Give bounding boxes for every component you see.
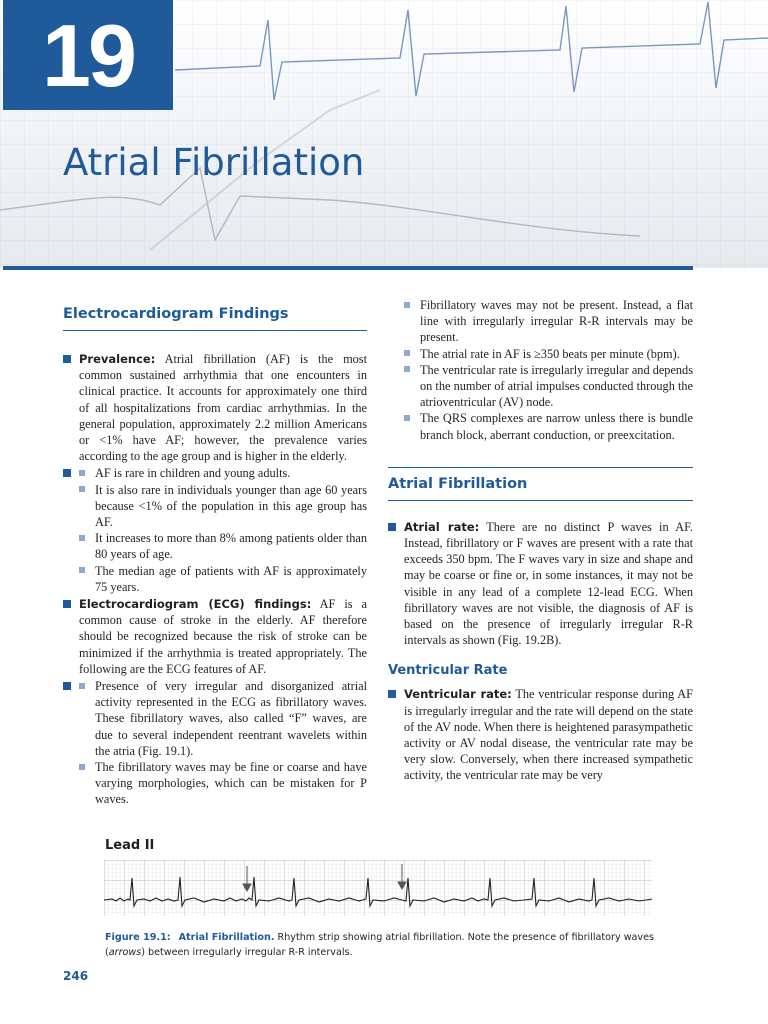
- chapter-number-box: [3, 0, 173, 110]
- bullet-lead: Prevalence:: [79, 352, 156, 366]
- list-item: It is also rare in individuals younger than age 60 years because <1% of the population in this age group has AF.: [79, 482, 367, 531]
- continued-sublist: [404, 297, 693, 443]
- section-heading-ecg-findings: Electrocardiogram Findings: [63, 300, 367, 331]
- left-column: [63, 300, 367, 809]
- list-item-prevalence: [63, 351, 367, 464]
- list-item: It increases to more than 8% among patients older than 80 years of age.: [79, 530, 367, 562]
- list-item: The QRS complexes are narrow unless there is bundle branch block, aberrant conduction, or preexcitation.: [404, 410, 693, 442]
- ecg-lead-label: Lead II: [105, 838, 155, 853]
- list-item: Fibrillatory waves may not be present. Instead, a flat line with irregularly irregular R-R intervals may be present.: [404, 297, 693, 346]
- bullet-text: Atrial fibrillation (AF) is the most common sustained arrhythmia that one encounters in clinical practice. It accounts for approximately one third of all hospitalizations from cardiac arrhythmias. In the general population, approximately 2.2 million Americans or <1% have AF; however, the prevalence varies according to the age group and is higher in the elderly.: [79, 352, 367, 464]
- list-item: AF is rare in children and young adults.: [79, 465, 367, 481]
- caption-text: Rhythm strip showing atrial fibrillation. Note the presence of fibrillatory waves (: [105, 932, 654, 958]
- sublist-container: [63, 465, 367, 595]
- figure-label: Figure 19.1:: [105, 932, 171, 943]
- ecg-rhythm-strip: [104, 860, 652, 916]
- page-number: 246: [63, 969, 89, 983]
- list-item: The fibrillatory waves may be fine or coarse and have varying morphologies, which can be mistaken for P waves.: [79, 759, 367, 808]
- ecg-findings-sublist: [79, 678, 367, 808]
- prevalence-sublist: [79, 465, 367, 595]
- left-bullet-list: [63, 351, 367, 808]
- bullet-text: There are no distinct P waves in AF. Instead, fibrillatory or F waves are present with a rate that exceeds 350 bpm. The F waves vary in size and shape and may be coarse or fine or, in some instances, it may not be visible in any lead of a complete 12-lead ECG. When fibrillatory waves are not visible, the diagnosis of AF is based on the presence of irregularly irregular R-R intervals as shown (Fig. 19.2B).: [404, 519, 694, 648]
- list-item-ventricular-rate: [388, 686, 693, 783]
- atrial-rate-list: [388, 519, 693, 649]
- right-column: [388, 297, 693, 785]
- list-item: The atrial rate in AF is ≥350 beats per minute (bpm).: [404, 346, 693, 362]
- list-item-atrial-rate: [388, 519, 693, 649]
- bullet-text: AF is a common cause of stroke in the elderly. AF therefore should be recognized because the risk of stroke can be minimized if the arrhythmia is treated appropriately. The following are the ECG features of AF.: [79, 597, 367, 676]
- list-item-ecg-findings: [63, 596, 367, 677]
- caption-text-end: ) between irregularly irregular R-R intervals.: [141, 947, 353, 958]
- bullet-lead: Atrial rate:: [404, 519, 480, 534]
- bullet-lead: Electrocardiogram (ECG) findings:: [79, 597, 312, 612]
- figure-caption: [105, 930, 665, 960]
- subheading-ventricular-rate: Ventricular Rate: [388, 663, 508, 679]
- figure-name: Atrial Fibrillation.: [178, 932, 275, 943]
- list-item: The ventricular rate is irregularly irregular and depends on the number of atrial impulses conducted through the atrioventricular (AV) node.: [404, 362, 693, 411]
- bullet-text: The ventricular response during AF is irregularly irregular and the rate will depend on the state of the AV node. When there is heightened parasympathetic activity or AV nodal disease, the ventricular rate may be very slow. Conversely, when there increased sympathetic activity, the ventricular rate may be very: [404, 687, 693, 783]
- chapter-title: Atrial Fibrillation: [63, 141, 365, 184]
- ecg-grid: [104, 860, 652, 916]
- section-heading-atrial-fibrillation: Atrial Fibrillation: [388, 467, 693, 501]
- list-item: Presence of very irregular and disorganized atrial activity represented in the ECG as fibrillatory waves. These fibrillatory waves, also called “F” waves, are due to several independent reentrant wavelets within the atria (Fig. 19.1).: [79, 678, 367, 759]
- header-rule: [3, 266, 693, 270]
- ventricular-rate-list: [388, 686, 693, 783]
- chapter-number: 19: [42, 6, 134, 105]
- chapter-header-artwork: [0, 0, 768, 268]
- list-item: The median age of patients with AF is approximately 75 years.: [79, 563, 367, 595]
- bullet-lead: Ventricular rate:: [404, 687, 512, 702]
- caption-italic: arrows: [108, 947, 142, 958]
- sublist-container: [63, 678, 367, 808]
